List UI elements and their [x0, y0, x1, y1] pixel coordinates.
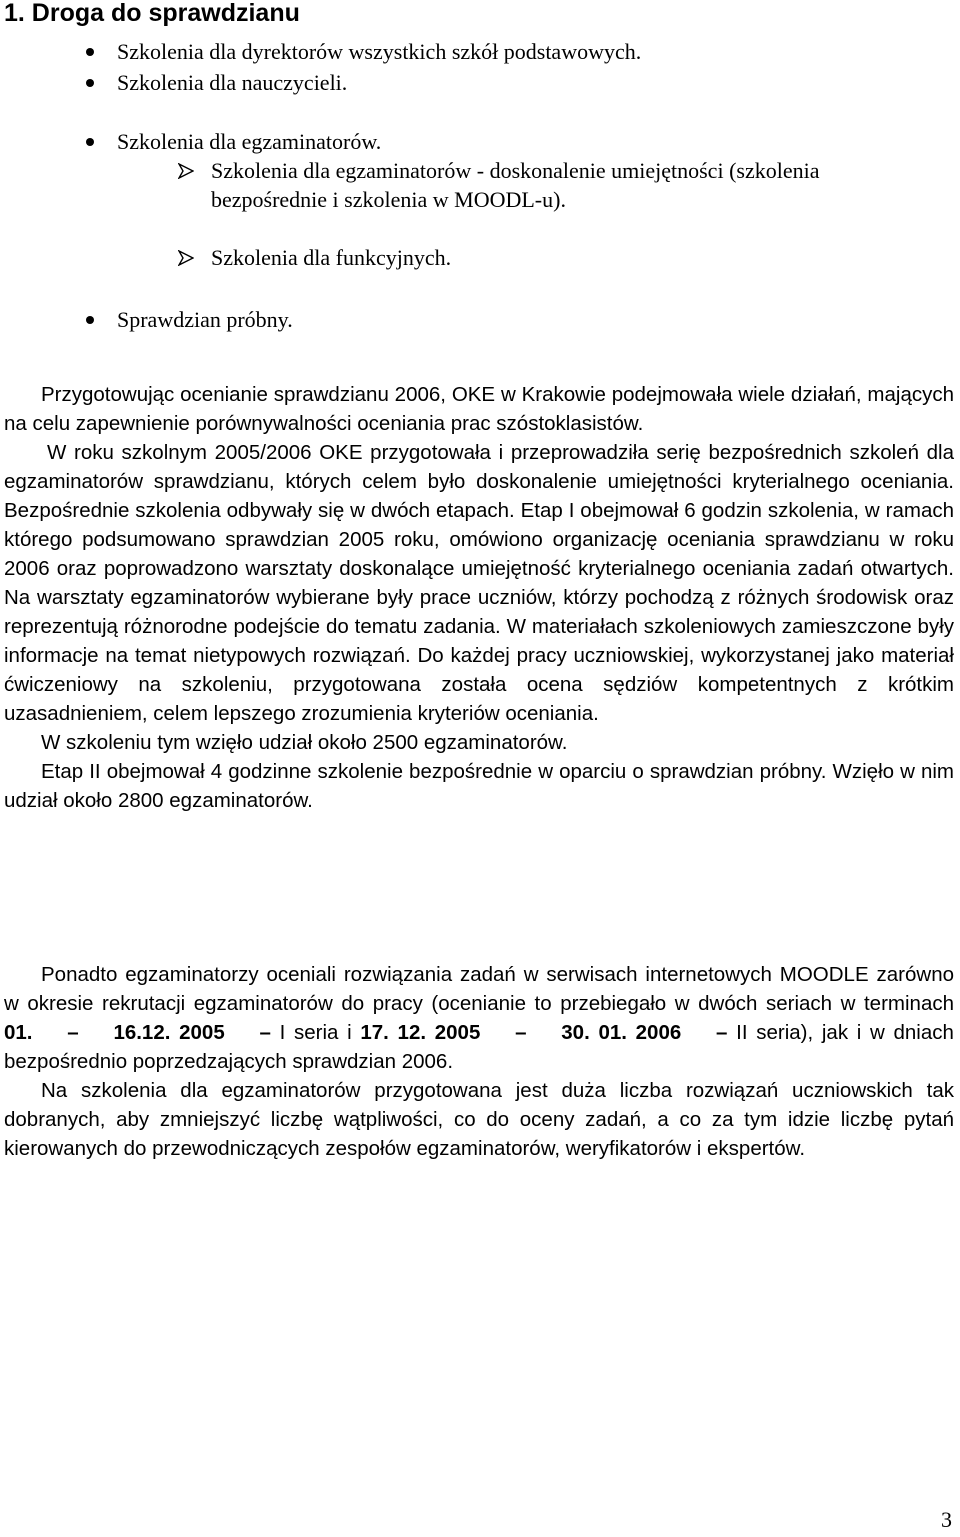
bullet-item-directors: Szkolenia dla dyrektorów wszystkich szkół podstawowych.	[117, 39, 642, 64]
page-number: 3	[941, 1507, 952, 1532]
paragraph-training: W roku szkolnym 2005/2006 OKE przygotowała i przeprowadziła serię bezpośrednich szkoleń dla egzaminatorów sprawdzianu, których celem było doskonalenie umiejętności kryterialnego oceniania. Bezpośrednie szkolenia odbywały się w dwóch etapach. Etap I obejmował 6 godzin szkolenia, w ramach którego podsumowano sprawdzian 2005 roku, omówiono organizację oceniania sprawdzianu w roku 2006 oraz poprowadzono warsztaty doskonalące umiejętność kryterialnego oceniania zadań otwartych. Na warsztaty egzaminatorów wybierane były prace uczniów, którzy pochodzą z różnych środowisk oraz reprezentują różnorodne podejście do tematu zadania. W materiałach szkoleniowych zamieszczone były informacje na temat nietypowych rozwiązań. Do każdej pracy uczniowskiej, wykorzystanej jako materiał ćwiczeniowy na szkoleniu, przygotowana została ocena sędziów kompetentnych z krótkim uzasadnieniem, celem lepszego zrozumienia kryteriów oceniania.	[4, 441, 954, 725]
arrow-bullet-icon	[178, 250, 194, 266]
paragraph-participants-stage1: W szkoleniu tym wzięło udział około 2500 egzaminatorów.	[41, 731, 568, 754]
bullet-dot	[86, 138, 94, 146]
date-end-2: 30. 01. 2006	[561, 1021, 682, 1044]
bullet-item-teachers: Szkolenia dla nauczycieli.	[117, 70, 348, 95]
dash: –	[67, 1021, 79, 1044]
bullet-item-examiners: Szkolenia dla egzaminatorów.	[117, 129, 382, 154]
section-heading: 1. Droga do sprawdzianu	[4, 0, 300, 27]
arrow-bullet-icon	[178, 163, 194, 179]
bullet-dot	[86, 316, 94, 324]
dash: –	[716, 1021, 728, 1044]
sub-item-examiners-training-line2: bezpośrednie i szkolenia w MOODL-u).	[211, 187, 566, 212]
paragraph-solutions: Na szkolenia dla egzaminatorów przygotowana jest duża liczba rozwiązań uczniowskich tak dobranych, aby zmniejszyć liczbę wątpliwości, co do oceny zadań, a co za tym idzie liczbę pytań kierowanych do przewodniczących zespołów egzaminatorów, weryfikatorów i ekspertów.	[4, 1079, 954, 1160]
paragraph-stage2: Etap II obejmował 4 godzinne szkolenie bezpośrednie w oparciu o sprawdzian próbny. Wzięło w nim udział około 2800 egzaminatorów.	[4, 760, 954, 812]
date-start-1: 01.	[4, 1021, 33, 1044]
bullet-item-practice-test: Sprawdzian próbny.	[117, 307, 293, 332]
sub-item-examiners-training-line1: Szkolenia dla egzaminatorów - doskonalenie umiejętności (szkolenia	[211, 158, 820, 183]
bullet-dot	[86, 48, 94, 56]
dash: –	[259, 1021, 271, 1044]
paragraph-moodle	[4, 960, 954, 1076]
body-text-block	[4, 960, 954, 1163]
paragraph-intro: Przygotowując ocenianie sprawdzianu 2006, OKE w Krakowie podejmowała wiele działań, mających na celu zapewnienie porównywalności oceniania prac szóstoklasistów.	[4, 383, 954, 435]
sub-item-functional: Szkolenia dla funkcyjnych.	[211, 245, 452, 270]
moodle-text-start: Ponadto egzaminatorzy oceniali rozwiązania zadań w serwisach internetowych MOODLE zarówno w okresie rekrutacji egzaminatorów do pracy (ocenianie to przebiegało w dwóch seriach w terminach	[4, 963, 954, 1015]
date-end-1: 16.12. 2005	[113, 1021, 225, 1044]
dash: –	[515, 1021, 527, 1044]
moodle-text-mid: I seria i	[270, 1021, 361, 1044]
moodle-text-end: II seria), jak i w dniach bezpośrednio poprzedzających sprawdzian 2006.	[4, 1021, 954, 1073]
bullet-dot	[86, 79, 94, 87]
date-start-2: 17. 12. 2005	[360, 1021, 481, 1044]
body-text-block	[4, 380, 954, 815]
